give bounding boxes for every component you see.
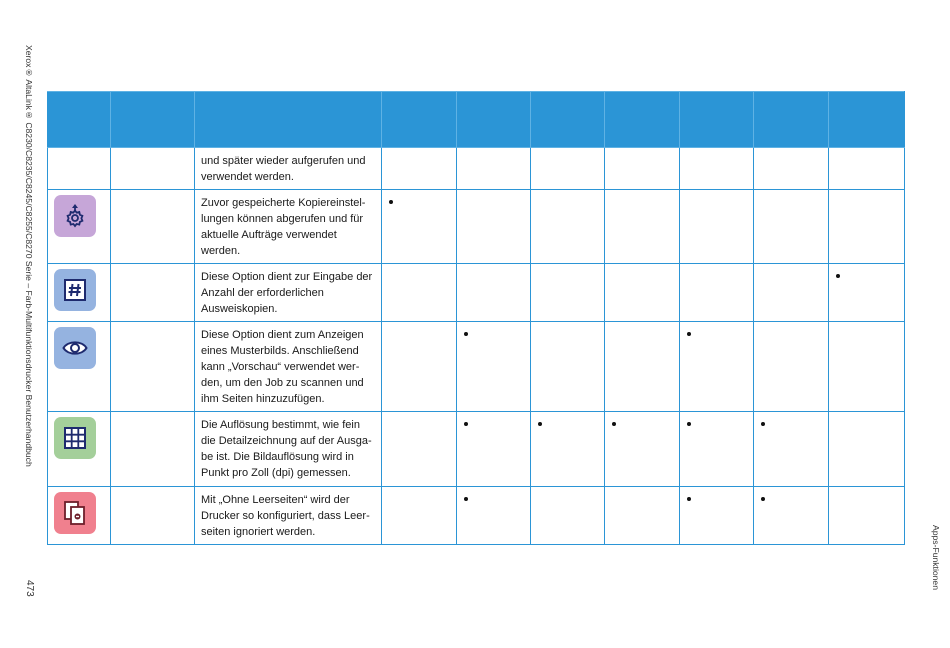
- icon-cell: [48, 487, 111, 545]
- availability-cell: [754, 487, 829, 545]
- availability-bullet: [687, 422, 691, 426]
- availability-cell: [829, 190, 905, 264]
- feature-name-cell: [111, 322, 195, 412]
- header-cell: [48, 92, 111, 148]
- availability-bullet: [464, 332, 468, 336]
- description-cell: [195, 322, 382, 412]
- header-cell: [754, 92, 829, 148]
- availability-bullet: [761, 497, 765, 501]
- grid-resolution-icon: [54, 417, 96, 459]
- availability-cell: [754, 412, 829, 487]
- availability-cell: [829, 148, 905, 190]
- icon-cell: [48, 190, 111, 264]
- availability-bullet: [687, 332, 691, 336]
- feature-description: Diese Option dient zur Eingabe der Anzahl der erforderlichen Ausweiskopien.: [201, 271, 373, 315]
- availability-cell: [457, 412, 531, 487]
- table-row: [48, 190, 905, 264]
- blank-page-removal-icon: [54, 492, 96, 534]
- availability-cell: [382, 264, 457, 322]
- header-cell: [111, 92, 195, 148]
- table-row: [48, 322, 905, 412]
- icon-cell: [48, 148, 111, 190]
- availability-cell: [680, 190, 754, 264]
- availability-cell: [754, 190, 829, 264]
- availability-bullet: [538, 422, 542, 426]
- availability-cell: [605, 148, 680, 190]
- feature-description: und später wieder aufgerufen und verwendet werden.: [201, 155, 366, 183]
- availability-cell: [382, 412, 457, 487]
- table-row: [48, 264, 905, 322]
- eye-preview-icon: [54, 327, 96, 369]
- availability-cell: [829, 412, 905, 487]
- availability-cell: [531, 264, 605, 322]
- availability-bullet: [687, 497, 691, 501]
- header-cell: [382, 92, 457, 148]
- availability-cell: [531, 322, 605, 412]
- feature-name-cell: [111, 148, 195, 190]
- availability-cell: [531, 412, 605, 487]
- section-title: Apps-Funktionen: [931, 525, 941, 590]
- availability-cell: [382, 487, 457, 545]
- availability-cell: [754, 322, 829, 412]
- availability-bullet: [612, 422, 616, 426]
- availability-cell: [605, 322, 680, 412]
- description-cell: [195, 190, 382, 264]
- availability-cell: [457, 148, 531, 190]
- header-cell: [605, 92, 680, 148]
- feature-description: Zuvor gespeicherte Kopiereinstel-lungen können abgerufen und für aktuelle Aufträge verwendet werden.: [201, 197, 366, 257]
- availability-bullet: [761, 422, 765, 426]
- availability-cell: [680, 148, 754, 190]
- availability-bullet: [836, 274, 840, 278]
- description-cell: [195, 264, 382, 322]
- header-cell: [457, 92, 531, 148]
- availability-cell: [754, 264, 829, 322]
- table-header-row: [48, 92, 905, 148]
- availability-cell: [457, 487, 531, 545]
- document-title: Xerox® AltaLink® C8230/C8235/C8245/C8255/C8270 Serie – Farb-Multifunktionsdrucker Benutzerhandbuch: [24, 45, 34, 467]
- table-row: [48, 487, 905, 545]
- availability-cell: [680, 412, 754, 487]
- availability-cell: [605, 190, 680, 264]
- feature-name-cell: [111, 264, 195, 322]
- header-cell: [195, 92, 382, 148]
- availability-cell: [382, 148, 457, 190]
- availability-bullet: [464, 422, 468, 426]
- left-margin: [20, 45, 40, 605]
- availability-cell: [754, 148, 829, 190]
- icon-cell: [48, 322, 111, 412]
- table-row: [48, 148, 905, 190]
- hash-quantity-icon: [54, 269, 96, 311]
- availability-cell: [531, 148, 605, 190]
- feature-description: Diese Option dient zum Anzeigen eines Musterbilds. Anschließend kann „Vorschau“ verwendet wer-den, um den Job zu scannen und ihm Seiten hinzuzufügen.: [201, 329, 364, 405]
- description-cell: [195, 148, 382, 190]
- availability-cell: [531, 487, 605, 545]
- availability-cell: [829, 487, 905, 545]
- settings-recall-icon: [54, 195, 96, 237]
- header-cell: [680, 92, 754, 148]
- availability-cell: [680, 264, 754, 322]
- availability-cell: [457, 190, 531, 264]
- availability-cell: [457, 322, 531, 412]
- feature-description: Mit „Ohne Leerseiten“ wird der Drucker so konfiguriert, dass Leer-seiten ignoriert werden.: [201, 494, 370, 538]
- availability-cell: [457, 264, 531, 322]
- feature-name-cell: [111, 190, 195, 264]
- page-number: 473: [24, 580, 35, 597]
- description-cell: [195, 487, 382, 545]
- availability-cell: [382, 190, 457, 264]
- availability-cell: [680, 322, 754, 412]
- availability-cell: [531, 190, 605, 264]
- availability-bullet: [389, 200, 393, 204]
- availability-cell: [382, 322, 457, 412]
- availability-cell: [680, 487, 754, 545]
- icon-cell: [48, 412, 111, 487]
- table-row: [48, 412, 905, 487]
- feature-name-cell: [111, 487, 195, 545]
- icon-cell: [48, 264, 111, 322]
- availability-cell: [829, 264, 905, 322]
- feature-name-cell: [111, 412, 195, 487]
- availability-cell: [829, 322, 905, 412]
- availability-bullet: [464, 497, 468, 501]
- header-cell: [829, 92, 905, 148]
- availability-cell: [605, 412, 680, 487]
- description-cell: [195, 412, 382, 487]
- header-cell: [531, 92, 605, 148]
- features-table: [47, 91, 905, 545]
- feature-description: Die Auflösung bestimmt, wie fein die Detailzeichnung auf der Ausga-be ist. Die Bildauflösung wird in Punkt pro Zoll (dpi) gemessen.: [201, 419, 372, 479]
- availability-cell: [605, 487, 680, 545]
- availability-cell: [605, 264, 680, 322]
